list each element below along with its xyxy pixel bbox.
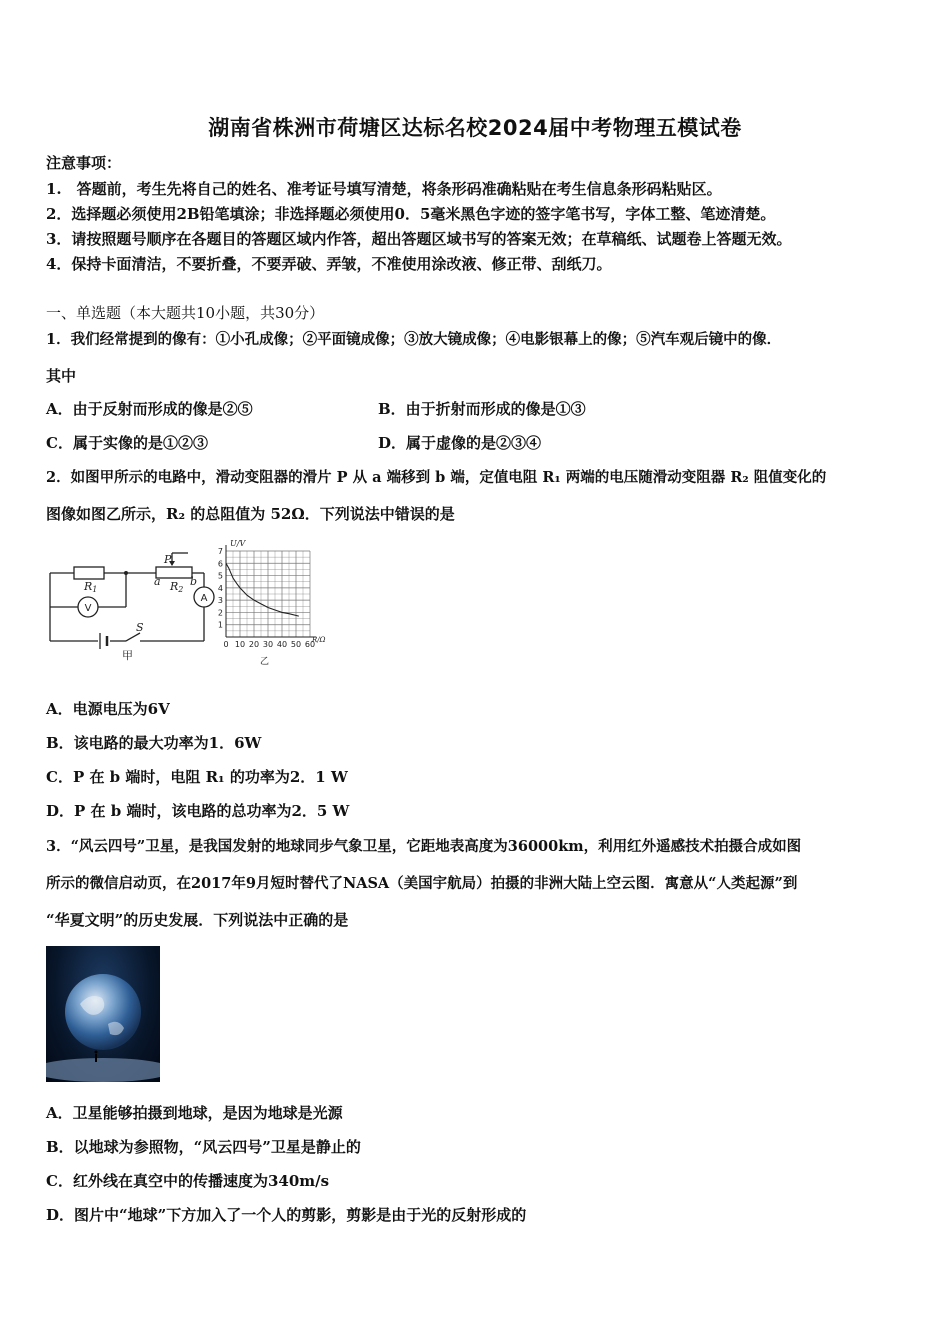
q3-option-b: B．以地球为参照物，“风云四号”卫星是静止的 <box>46 1138 361 1156</box>
q3-stem-cont: 所示的微信启动页，在2017年9月短时替代了NASA（美国宇航局）拍摄的非洲大陆上空云图．寓意从“人类起源”到 <box>46 875 798 892</box>
chart-y-tick-label: 5 <box>217 571 223 581</box>
q2-option-a: A．电源电压为6V <box>46 700 170 718</box>
notice-item: 2．选择题必须使用2B铅笔填涂；非选择题必须使用0．5毫米黑色字迹的签字笔书写，字体工整、笔迹清楚。 <box>46 205 776 223</box>
silhouette-icon <box>95 1054 97 1062</box>
r2-label: R2 <box>170 580 184 594</box>
q3-option-d: D．图片中“地球”下方加入了一个人的剪影，剪影是由于光的反射形成的 <box>46 1206 527 1224</box>
q3-stem-cont-2: “华夏文明”的历史发展．下列说法中正确的是 <box>46 911 349 929</box>
q1-option-b: B．由于折射而形成的像是①③ <box>378 400 586 418</box>
chart-x-tick-label: 0 <box>223 640 229 649</box>
switch-label: S <box>136 621 144 634</box>
ammeter-label: A <box>200 593 208 604</box>
chart-y-tick-label: 3 <box>217 596 223 606</box>
chart-caption: 乙 <box>260 657 270 666</box>
q1-stem: 1．我们经常提到的像有：①小孔成像；②平面镜成像；③放大镜成像；④电影银幕上的像；⑤汽车观后镜中的像． <box>46 331 782 348</box>
q3-stem: 3．“风云四号”卫星，是我国发射的地球同步气象卫星，它距地表高度为36000km，利用红外遥感技术拍摄合成如图 <box>46 838 802 855</box>
r1-label: R1 <box>84 580 98 594</box>
circuit-caption: 甲 <box>122 649 133 662</box>
voltmeter-label: V <box>84 603 92 614</box>
chart-x-tick-label: 30 <box>262 640 274 649</box>
notice-item: 4．保持卡面清洁，不要折叠，不要弄破、弄皱，不准使用涂改液、修正带、刮纸刀。 <box>46 255 612 273</box>
earth-image <box>46 946 160 1082</box>
page-title: 湖南省株洲市荷塘区达标名校2024届中考物理五模试卷 <box>208 116 742 140</box>
chart-x-tick-label: 10 <box>234 640 246 649</box>
notice-item: 1. 答题前，考生先将自己的姓名、准考证号填写清楚，将条形码准确粘贴在考生信息条形码粘贴区。 <box>46 180 722 198</box>
terminal-b-label: b <box>190 575 198 588</box>
chart-xlabel: R/Ω <box>312 636 326 644</box>
chart-y-tick-label: 1 <box>217 620 223 630</box>
q1-option-a: A．由于反射而形成的像是②⑤ <box>46 400 253 418</box>
globe-icon <box>65 974 141 1050</box>
chart-y-tick-label: 4 <box>217 583 223 593</box>
chart-x-tick-label: 20 <box>248 640 260 649</box>
chart-ylabel: U/V <box>230 539 246 548</box>
q1-option-c: C．属于实像的是①②③ <box>46 434 208 452</box>
slider-p-label: P <box>164 553 172 566</box>
chart-series-line <box>226 563 299 616</box>
chart-y-tick-label: 6 <box>217 559 223 569</box>
q2-stem-cont: 图像如图乙所示，R₂ 的总阻值为 52Ω．下列说法中错误的是 <box>46 505 455 523</box>
chart-y-tick-label: 2 <box>217 608 223 618</box>
q1-stem-cont: 其中 <box>46 367 77 385</box>
q3-option-a: A．卫星能够拍摄到地球，是因为地球是光源 <box>46 1104 343 1122</box>
chart-x-tick-label: 50 <box>290 640 302 649</box>
q2-stem: 2．如图甲所示的电路中，滑动变阻器的滑片 P 从 a 端移到 b 端，定值电阻 R₁ 两端的电压随滑动变阻器 R₂ 阻值变化的 <box>46 469 827 486</box>
section-heading: 一、单选题（本大题共10小题，共30分） <box>46 304 325 322</box>
terminal-a-label: a <box>154 575 161 588</box>
chart-y-tick-label: 7 <box>217 547 223 556</box>
notice-item: 3．请按照题号顺序在各题目的答题区域内作答，超出答题区域书写的答案无效；在草稿纸、试题卷上答题无效。 <box>46 230 792 248</box>
chart-x-tick-label: 40 <box>276 640 288 649</box>
u-r-chart <box>212 536 340 666</box>
q2-option-b: B．该电路的最大功率为1．6W <box>46 734 262 752</box>
notice-heading: 注意事项： <box>46 154 122 172</box>
q1-option-d: D．属于虚像的是②③④ <box>378 434 542 452</box>
circuit-diagram <box>44 545 224 667</box>
q2-option-c: C．P 在 b 端时，电阻 R₁ 的功率为2．1 W <box>46 768 348 786</box>
q2-option-d: D．P 在 b 端时，该电路的总功率为2．5 W <box>46 802 350 820</box>
chart-x-tick-label: 60 <box>304 640 316 649</box>
q3-option-c: C．红外线在真空中的传播速度为340m/s <box>46 1172 330 1190</box>
